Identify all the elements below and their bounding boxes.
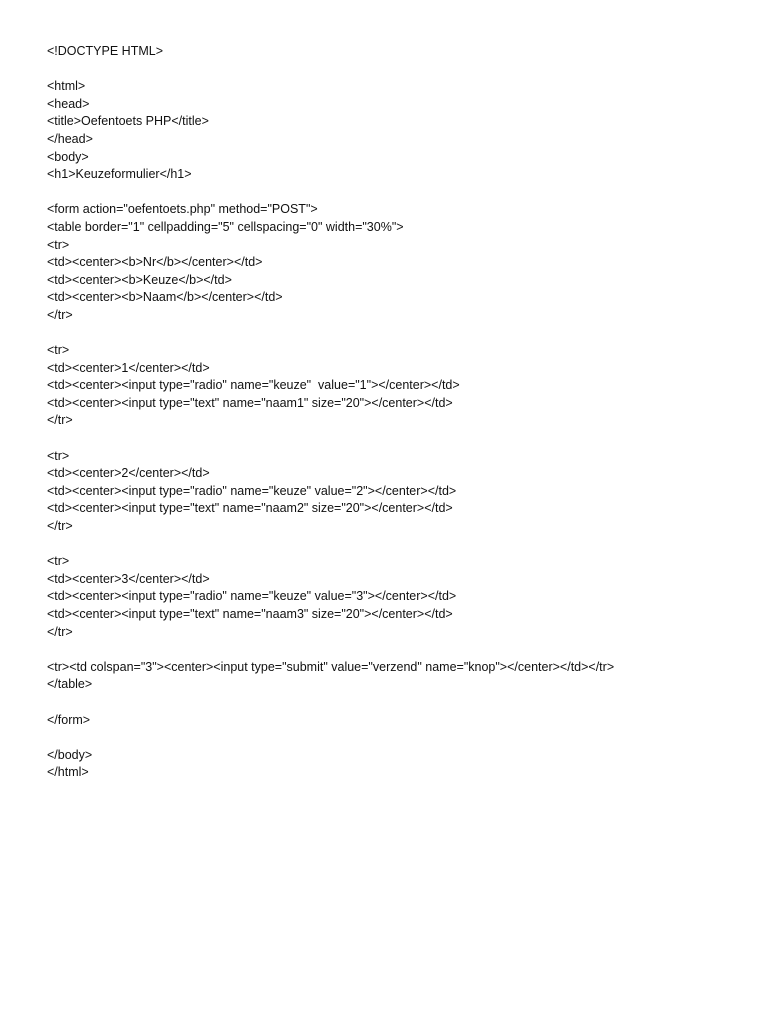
code-line: <!DOCTYPE HTML> bbox=[47, 44, 163, 58]
code-line: <td><center><b>Nr</b></center></td> bbox=[47, 255, 263, 270]
code-line: <td><center><input type="text" name="naam3" size="20"></center></td> bbox=[47, 607, 453, 621]
code-line: </form> bbox=[47, 712, 91, 727]
code-line: <body> bbox=[47, 149, 89, 164]
code-line: <td><center><b>Naam</b></center></td> bbox=[47, 290, 283, 305]
code-line: </table> bbox=[47, 677, 93, 692]
code-line: <td><center><input type="radio" name="keuze" value="3"></center></td> bbox=[47, 589, 457, 604]
code-line: <head> bbox=[47, 96, 90, 111]
code-line: <form action="oefentoets.php" method="POST"> bbox=[47, 202, 318, 217]
code-line: <tr> bbox=[47, 448, 70, 463]
code-line: </tr> bbox=[47, 307, 73, 322]
code-line: <td><center><input type="text" name="naam1" size="20"></center></td> bbox=[47, 395, 453, 410]
code-line: <html> bbox=[47, 79, 86, 94]
code-line: <tr> bbox=[47, 554, 70, 569]
blank-line bbox=[47, 536, 747, 554]
code-line: <title>Oefentoets PHP</title> bbox=[47, 114, 209, 129]
blank-line bbox=[47, 729, 747, 747]
code-line: </tr> bbox=[47, 519, 73, 534]
blank-line bbox=[47, 430, 747, 448]
code-line: <h1>Keuzeformulier</h1> bbox=[47, 167, 192, 182]
code-line: <td><center>2</center></td> bbox=[47, 466, 210, 481]
blank-line bbox=[47, 641, 747, 659]
blank-line bbox=[47, 184, 747, 202]
code-line: <td><center><input type="text" name="naam2" size="20"></center></td> bbox=[47, 501, 453, 516]
code-line: </tr> bbox=[47, 624, 73, 639]
code-line: <td><center><input type="radio" name="keuze" value="2"></center></td> bbox=[47, 483, 457, 498]
blank-line bbox=[47, 694, 747, 712]
blank-line bbox=[47, 61, 747, 79]
code-line: <td><center><b>Keuze</b></td> bbox=[47, 272, 232, 287]
code-line: <td><center><input type="radio" name="keuze" value="1"></center></td> bbox=[47, 378, 460, 393]
code-line: <td><center>3</center></td> bbox=[47, 571, 210, 586]
code-listing bbox=[47, 43, 747, 782]
code-line: <tr><td colspan="3"><center><input type="submit" value="verzend" name="knop"></center></td></tr> bbox=[47, 659, 615, 674]
code-line: <tr> bbox=[47, 237, 70, 252]
code-line: </head> bbox=[47, 131, 93, 146]
code-line: </html> bbox=[47, 765, 89, 780]
blank-line bbox=[47, 325, 747, 343]
code-line: <td><center>1</center></td> bbox=[47, 360, 210, 375]
code-line: </body> bbox=[47, 747, 93, 762]
code-line: <tr> bbox=[47, 343, 70, 358]
code-line: </tr> bbox=[47, 413, 73, 428]
code-line: <table border="1" cellpadding="5" cellspacing="0" width="30%"> bbox=[47, 219, 404, 234]
